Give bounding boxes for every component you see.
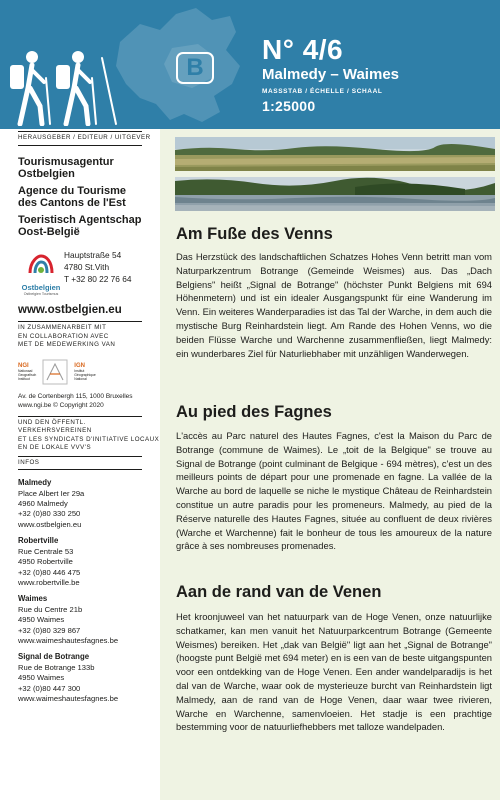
section-text-de: Das Herzstück des landschaftlichen Schatzes Hohes Venn betritt man vom Naturparkzentrum Botrange (Gemeinde Weismes) aus. Das „Dach Belgiens" heißt „Signal de Botrange" (höchster Punkt Belgiens mit 694 Höhenmetern) und ist ein idealer Ausgangspunkt für eine Wanderung im Venn. Ein weiteres Wanderparadies ist das Tal der Warche, in dem auch die mystische Burg Reinhardstein liegt. Am Rande des Hohen Venns, wo die beiden Flüsse Warche und Warchenne zusammenfließen, liegt Malmedy: ein wunderbares Ziel für Naturliebhaber mit unzähligen Wanderwegen. [176,251,492,359]
hikers-icon [6,48,118,126]
map-cover-header [0,0,500,129]
contact-block [18,247,160,296]
office-signal-de-botrange: Signal de Botrange Rue de Botrange 133b 4950 Waimes +32 (0)80 447 300 www.waimeshautesfagnes.be [18,652,160,704]
office-waimes: Waimes Rue du Centre 21b 4950 Waimes +32 (0)80 329 867 www.waimeshautesfagnes.be [18,594,160,646]
ign-block: IGN Institut Géographique National [74,362,96,381]
office-robertville: Robertville Rue Centrale 53 4950 Robertville +32 (0)80 446 475 www.robertville.be [18,536,160,588]
divider [18,416,142,417]
divider [18,321,142,322]
tourism-unions-label: UND DEN ÖFFENTL. VERKEHRSVEREINEN ET LES SYNDICATS D'INITIATIVE LOCAUX EN DE LOKALE VVV'S [18,418,160,452]
ostbelgien-logo [18,247,64,296]
divider [18,131,142,132]
ngi-block: NGI Nationaal Geografisch Instituut [18,362,37,381]
divider [18,145,142,146]
website-link[interactable]: www.ostbelgien.eu [18,304,122,317]
publisher-address: Hauptstraße 54 4780 St.Vith T +32 80 22 76 64 [64,250,132,285]
ngi-emblem-icon [41,358,69,386]
section-title-nl: Aan de rand van de Venen [176,583,382,601]
section-title-fr: Au pied des Fagnes [176,403,332,421]
main-content [160,129,500,800]
office-website-link[interactable]: www.waimeshautesfagnes.be [18,636,119,646]
office-website-link[interactable]: www.waimeshautesfagnes.be [18,694,119,704]
scale-label: MASSSTAB / ÉCHELLE / SCHAAL [262,88,383,95]
map-number: N° 4/6 [262,34,344,65]
ostbelgien-logo-icon [26,253,56,277]
office-website-link[interactable]: www.ostbelgien.eu [18,519,82,529]
cooperation-label: IN ZUSAMMENARBEIT MIT EN COLLABORATION AVEC MET DE MEDEWERKING VAN [18,324,116,349]
org-name-nl: Toeristisch Agentschap Oost-België [18,213,142,239]
infos-label: INFOS [18,458,40,466]
ngi-ign-logo [18,358,160,386]
logo-subtext: Ostbelgien Tourismus [23,292,59,297]
logo-text: Ostbelgien [21,283,61,293]
ngi-copyright: www.ngi.be © Copyright 2020 [18,402,104,410]
org-name-fr: Agence du Tourisme des Cantons de l'Est [18,184,126,210]
office-malmedy: Malmedy Place Albert Ier 29a 4960 Malmedy +32 (0)80 330 250 www.ostbelgien.eu [18,478,160,530]
map-place-title: Malmedy – Waimes [262,66,399,83]
divider [18,469,142,470]
section-text-nl: Het kroonjuweel van het natuurpark van de Hoge Venen, onze natuurlijke schatkamer, kan men vanuit het Natuurparkcentrum Botrange (Gemeente Weismes) bereiken. Het „dak van België" ligt aan het „Signal de Botrange" (hoogste punt België met 694 meter) en is een van de beste uitgangspunten voor een ontdekking van de Hoge Venen. Een ander wandelparadijs is het dal van de Warche, waar ook de mysterieuze burcht van Reinhardstein ligt Malmedy, aan de rand van de Hoge Venen, daar waar twee rivieren, Warche en Warchenne, samenvloeien. Het stadje is een prachtige bestemming voor de natuurliefhebbers met talloze wandelpaden. [176,611,492,733]
section-text-fr: L'accès au Parc naturel des Hautes Fagnes, c'est la Maison du Parc de Botrange (commune de Waimes). Le „toit de la Belgique" se trouve au Signal de Botrange (point culminant de Belgique - 694 mètres), c'est un des meilleurs points de départ pour une promenade en fagne. La vallée de la Warche au bord de laquelle se niche le mystique Château de Reinhardstein constitue un autre paradis pour les promeneurs. Malmedy, au pied de la Réserve naturelle des Hautes Fagnes, située au confluent de deux rivières (Warche et Warchenne) fait le bonheur de tous les amoureux de la nature grâce à ses nombreuses promenades. [176,430,492,552]
publisher-sidebar [0,129,160,800]
org-name-de: Tourismusagentur Ostbelgien [18,155,114,181]
section-title-de: Am Fuße des Venns [176,225,333,243]
scale-value: 1:25000 [262,98,316,114]
region-badge [176,52,214,84]
region-badge-letter: B [186,54,204,81]
publisher-label: HERAUSGEBER / EDITEUR / UITGEVER [18,134,151,141]
landscape-photo-fagnes [175,137,495,171]
office-website-link[interactable]: www.robertville.be [18,577,80,587]
landscape-photo-lake [175,177,495,211]
ngi-address: Av. de Cortenbergh 115, 1000 Bruxelles [18,392,133,400]
divider [18,456,142,457]
